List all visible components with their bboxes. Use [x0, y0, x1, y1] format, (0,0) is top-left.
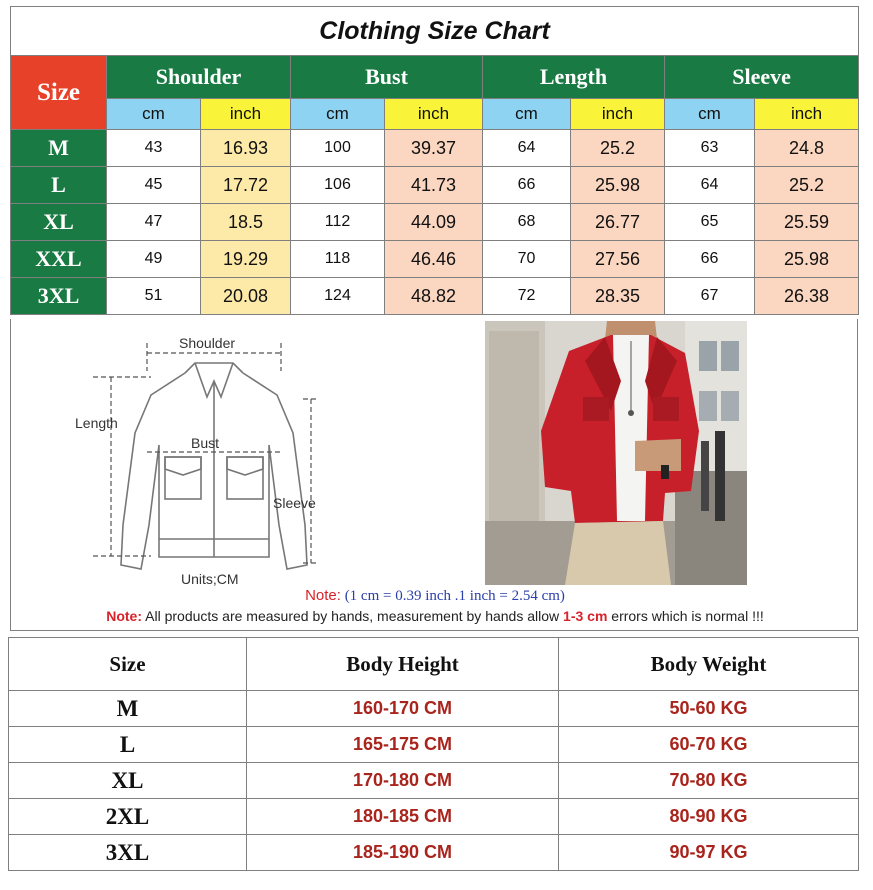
body-height-cell: 160-170 CM [247, 691, 559, 727]
error-range: 1-3 cm [563, 608, 608, 624]
table-row [9, 691, 859, 727]
table-cell: 20.08 [201, 278, 291, 315]
table-row [11, 278, 859, 315]
body-height-cell: 180-185 CM [247, 799, 559, 835]
table-cell: 63 [665, 130, 755, 167]
table-cell: 39.37 [385, 130, 483, 167]
table-cell: 49 [107, 241, 201, 278]
note-text: All products are measured by hands, measurement by hands allow [145, 608, 564, 624]
body-weight-cell: 60-70 KG [559, 727, 859, 763]
body-weight-cell: 70-80 KG [559, 763, 859, 799]
row-size-label: 3XL [9, 835, 247, 871]
unit-cm: cm [483, 99, 571, 130]
note-label: Note: [106, 608, 143, 624]
table-cell: 67 [665, 278, 755, 315]
bust-label: Bust [191, 435, 220, 451]
table-cell: 27.56 [571, 241, 665, 278]
bust-header: Bust [291, 56, 483, 99]
table-cell: 45 [107, 167, 201, 204]
sleeve-label: Sleeve [273, 495, 316, 511]
length-header: Length [483, 56, 665, 99]
table-row [11, 167, 859, 204]
table-cell: 68 [483, 204, 571, 241]
table-cell: 47 [107, 204, 201, 241]
unit-inch: inch [755, 99, 859, 130]
table-cell: 25.59 [755, 204, 859, 241]
size-chart-table [10, 6, 859, 315]
units-label: Units;CM [181, 571, 239, 587]
conversion-note [11, 587, 859, 605]
row-size-label: M [11, 130, 107, 167]
size-header: Size [11, 56, 107, 130]
body-size-table [8, 637, 859, 871]
table-cell: 64 [483, 130, 571, 167]
table-cell: 100 [291, 130, 385, 167]
jacket-measurement-diagram [75, 325, 343, 591]
table-cell: 25.98 [571, 167, 665, 204]
body-weight-cell: 80-90 KG [559, 799, 859, 835]
conversion-text: (1 cm = 0.39 inch .1 inch = 2.54 cm) [344, 588, 565, 604]
table-row [9, 835, 859, 871]
unit-cm: cm [665, 99, 755, 130]
table-row [11, 241, 859, 278]
table-cell: 17.72 [201, 167, 291, 204]
table-cell: 66 [665, 241, 755, 278]
jacket-outline-drawing [75, 325, 343, 591]
length-label: Length [75, 415, 118, 431]
table-row [11, 130, 859, 167]
body-weight-cell: 90-97 KG [559, 835, 859, 871]
red-jacket-model-image [485, 321, 747, 585]
shoulder-header: Shoulder [107, 56, 291, 99]
body-height-cell: 165-175 CM [247, 727, 559, 763]
row-size-label: M [9, 691, 247, 727]
chart-title: Clothing Size Chart [11, 7, 859, 56]
table-cell: 19.29 [201, 241, 291, 278]
note-text-end: errors which is normal !!! [607, 608, 764, 624]
table-cell: 24.8 [755, 130, 859, 167]
table-cell: 72 [483, 278, 571, 315]
table-cell: 124 [291, 278, 385, 315]
shoulder-label: Shoulder [179, 335, 236, 351]
sleeve-header: Sleeve [665, 56, 859, 99]
unit-cm: cm [291, 99, 385, 130]
row-size-label: 2XL [9, 799, 247, 835]
size-column-header: Size [9, 638, 247, 691]
table-cell: 44.09 [385, 204, 483, 241]
body-height-cell: 170-180 CM [247, 763, 559, 799]
table-cell: 41.73 [385, 167, 483, 204]
table-cell: 118 [291, 241, 385, 278]
table-cell: 25.98 [755, 241, 859, 278]
row-size-label: 3XL [11, 278, 107, 315]
table-cell: 65 [665, 204, 755, 241]
table-cell: 26.77 [571, 204, 665, 241]
measurement-section [10, 319, 858, 631]
table-cell: 64 [665, 167, 755, 204]
row-size-label: XL [11, 204, 107, 241]
body-height-cell: 185-190 CM [247, 835, 559, 871]
table-cell: 48.82 [385, 278, 483, 315]
table-cell: 112 [291, 204, 385, 241]
table-cell: 25.2 [755, 167, 859, 204]
row-size-label: XXL [11, 241, 107, 278]
unit-inch: inch [201, 99, 291, 130]
measurement-note [11, 608, 859, 624]
table-cell: 18.5 [201, 204, 291, 241]
body-weight-cell: 50-60 KG [559, 691, 859, 727]
table-cell: 26.38 [755, 278, 859, 315]
table-cell: 106 [291, 167, 385, 204]
table-row [11, 204, 859, 241]
table-cell: 46.46 [385, 241, 483, 278]
unit-inch: inch [385, 99, 483, 130]
unit-inch: inch [571, 99, 665, 130]
row-size-label: L [9, 727, 247, 763]
note-label: Note: [305, 587, 341, 604]
table-cell: 70 [483, 241, 571, 278]
table-cell: 51 [107, 278, 201, 315]
table-cell: 43 [107, 130, 201, 167]
row-size-label: L [11, 167, 107, 204]
table-cell: 28.35 [571, 278, 665, 315]
weight-column-header: Body Weight [559, 638, 859, 691]
table-row [9, 727, 859, 763]
unit-cm: cm [107, 99, 201, 130]
model-photo [485, 321, 747, 585]
table-cell: 66 [483, 167, 571, 204]
table-row [9, 799, 859, 835]
table-cell: 25.2 [571, 130, 665, 167]
row-size-label: XL [9, 763, 247, 799]
table-cell: 16.93 [201, 130, 291, 167]
height-column-header: Body Height [247, 638, 559, 691]
table-row [9, 763, 859, 799]
